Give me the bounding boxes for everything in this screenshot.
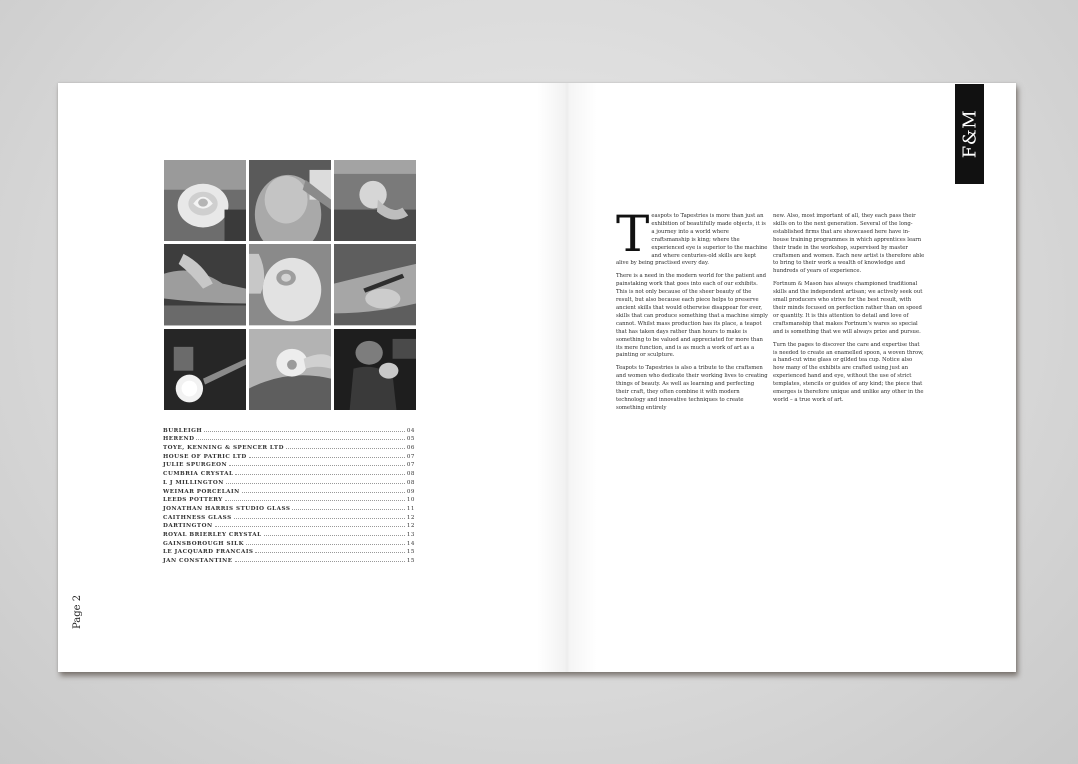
toc-leader-dots: [242, 492, 405, 493]
toc-leader-dots: [196, 439, 404, 440]
toc-row: [163, 555, 415, 564]
logo-text: F&M: [959, 109, 980, 159]
glass-cutting-photo: [334, 160, 416, 241]
toc-page-number: 04: [406, 427, 415, 434]
toc-leader-dots: [225, 500, 405, 501]
toc-page-number: 15: [406, 558, 415, 564]
toc-row: [163, 503, 415, 512]
toc-row: [163, 434, 415, 443]
drop-cap: T: [616, 205, 650, 263]
toc-row: [163, 442, 415, 451]
article-column-left: [616, 205, 768, 418]
toc-leader-dots: [235, 561, 405, 562]
paragraph-2: There is a need in the modern world for the patient and painstaking work that goes into each of our exhibits. This is not only because of the sheer beauty of the result, but also because each piece helps to preserve ancient skills that would otherwise disappear for ever, skills that can produce something that a machine simply cannot. Whilst mass production has its place, a teapot that has taken days rather than hours to make is something to be valued and appreciated for more than its mere function, and is as much a work of art as a painting or sculpture.: [616, 273, 768, 359]
toc-entry-name: JULIE SPURGEON: [163, 462, 228, 469]
toc-row: [163, 460, 415, 469]
toc-row: [163, 477, 415, 486]
toc-leader-dots: [229, 465, 405, 466]
toc-leader-dots: [226, 483, 405, 484]
paragraph-6: Turn the pages to discover the care and expertise that is needed to create an enamelled spoon, a woven throw, a hand-cut wine glass or gilded tea cup. Notice also how many of the exhibits are crafted using just an experienced hand and eye, without the use of strict templates, stencils or guides of any kind; the piece that emerges is therefore unique and unlike any other in the world – a true work of art.: [773, 341, 924, 403]
toc-entry-name: CUMBRIA CRYSTAL: [163, 471, 234, 478]
toc-row: [163, 425, 415, 434]
toc-page-number: 11: [406, 505, 415, 512]
toc-row: [163, 486, 415, 495]
toc-page-number: 08: [406, 479, 415, 486]
paragraph-5: Fortnum & Mason has always championed traditional skills and the independent artisan; we actively seek out small producers who strive for the best result, with their minds focused on perfection rather than on speed or quantity. It is this attention to detail and love of craftsmanship that makes Fortnum’s wares so special and is something that we will always prize and pursue.: [773, 281, 923, 335]
toc-entry-name: HEREND: [163, 436, 195, 443]
ceramic-forming-photo: [249, 329, 331, 410]
toc-entry-name: BURLEIGH: [163, 427, 203, 434]
page-label-text: Page 2: [72, 594, 83, 629]
toc-row: [163, 468, 415, 477]
glassblowing-photo: [164, 329, 246, 410]
page-gutter: [537, 83, 597, 672]
toc-leader-dots: [255, 552, 404, 553]
page-number-label: [72, 549, 86, 629]
toc-leader-dots: [234, 518, 405, 519]
toc-leader-dots: [204, 431, 405, 432]
toc-entry-name: JAN CONSTANTINE: [163, 558, 233, 564]
fm-logo: [955, 84, 984, 184]
toc-entry-name: JONATHAN HARRIS STUDIO GLASS: [163, 505, 291, 512]
toc-entry-name: ROYAL BRIERLEY CRYSTAL: [163, 531, 262, 538]
toc-entry-name: DARTINGTON: [163, 523, 213, 530]
toc-page-number: 10: [406, 497, 415, 504]
toc-page-number: 05: [406, 436, 415, 443]
toc-row: [163, 547, 415, 556]
sugar-rose-photo: [164, 160, 246, 241]
hands-weaving-photo: [164, 244, 246, 325]
toc-entry-name: CAITHNESS GLASS: [163, 514, 232, 521]
toc-page-number: 08: [406, 471, 415, 478]
toc-page-number: 07: [406, 453, 415, 460]
toc-row: [163, 538, 415, 547]
toc-page-number: 14: [406, 540, 415, 547]
toc-entry-name: HOUSE OF PATRIC LTD: [163, 453, 247, 460]
brush-painting-photo: [334, 244, 416, 325]
toc-entry-name: LEEDS POTTERY: [163, 497, 223, 504]
toc-leader-dots: [292, 509, 404, 510]
toc-page-number: 06: [406, 445, 415, 452]
toc-leader-dots: [249, 457, 405, 458]
toc-row: [163, 451, 415, 460]
toc-leader-dots: [286, 448, 405, 449]
toc-row: [163, 512, 415, 521]
toc-row: [163, 495, 415, 504]
toc-page-number: 12: [406, 514, 415, 521]
dome-carving-photo: [249, 160, 331, 241]
toc-leader-dots: [246, 544, 405, 545]
photo-grid: [164, 160, 416, 410]
paragraph-1: Teaspots to Tapestries is more than just an exhibition of beautifully made objects, it is a journey into a world where craftsmanship is king; where the experienced eye is superior to the machine and where centuries-old skills are kept alive by being practised every day.: [616, 205, 768, 267]
toc-row: [163, 529, 415, 538]
toc-page-number: 12: [406, 523, 415, 530]
toc-leader-dots: [264, 535, 405, 536]
toc-page-number: 09: [406, 488, 415, 495]
toc-page-number: 07: [406, 462, 415, 469]
toc-entry-name: TOYE, KENNING & SPENCER LTD: [163, 445, 284, 452]
toc-entry-name: LE JACQUARD FRANCAIS: [163, 549, 254, 556]
silversmith-photo: [334, 329, 416, 410]
toc-page-number: 13: [406, 531, 415, 538]
article-column-right: [773, 213, 925, 410]
toc-page-number: 15: [406, 549, 415, 556]
paragraph-3: Teapots to Tapestries is also a tribute to the craftsmen and women who dedicate their working lives to creating things of beauty. As well as learning and perfecting their craft, they often combine it with modern technology and innovative techniques to create something entirely: [616, 365, 768, 411]
porcelain-painting-photo: [249, 244, 331, 325]
toc-leader-dots: [215, 526, 405, 527]
toc-entry-name: GAINSBOROUGH SILK: [163, 540, 244, 547]
paragraph-4: new. Also, most important of all, they each pass their skills on to the next generation. Several of the long-established firms that are showcased here have in-house training programmes in which apprentices learn their trade in the workshop, supervised by master craftsmen and women. Each new artist is therefore able to bring to their work a wealth of knowledge and hundreds of years of experience.: [773, 213, 925, 275]
toc-entry-name: L J MILLINGTON: [163, 479, 224, 486]
toc-row: [163, 521, 415, 530]
brochure-spread: [58, 83, 1016, 672]
table-of-contents: [163, 425, 415, 564]
toc-entry-name: WEIMAR PORCELAIN: [163, 488, 240, 495]
toc-leader-dots: [235, 474, 404, 475]
